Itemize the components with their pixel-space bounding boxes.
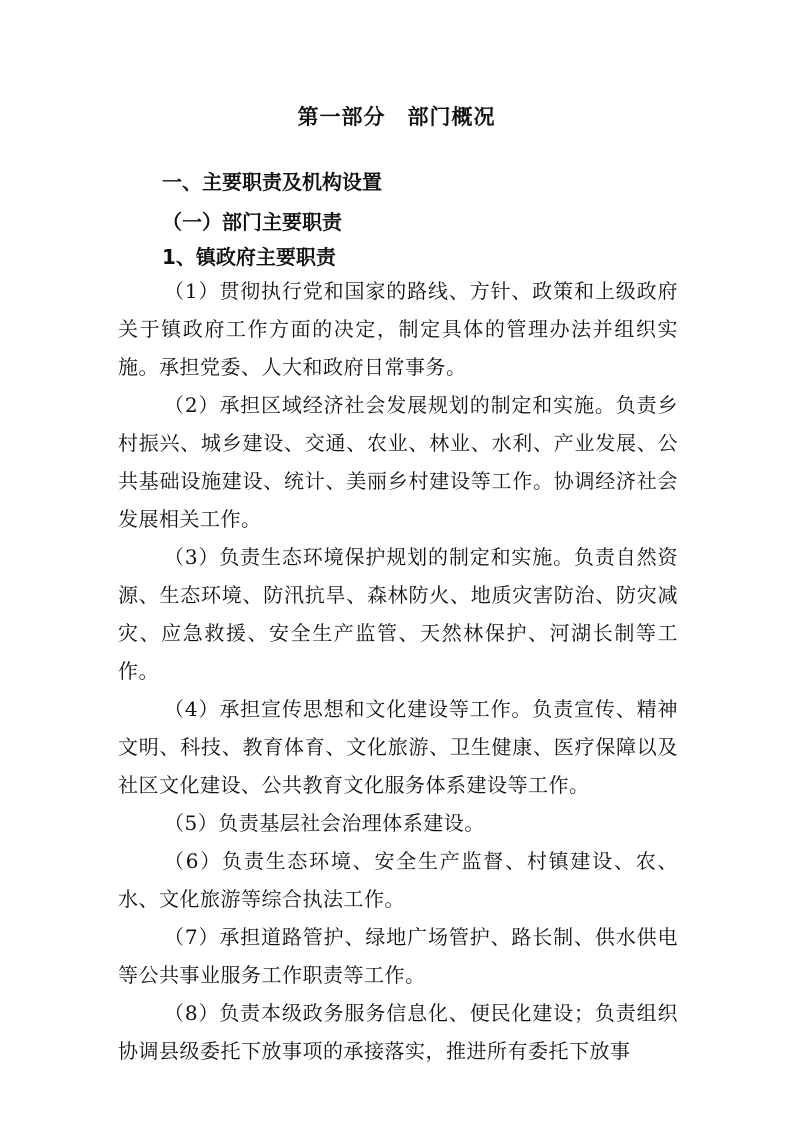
section-heading: 一、主要职责及机构设置 xyxy=(162,170,382,194)
subsubsection-heading: 1、镇政府主要职责 xyxy=(162,245,336,269)
paragraph-3: （3）负责生态环境保护规划的制定和实施。负责自然资源、生态环境、防汛抗旱、森林防火、地质灾害防治、防灾减灾、应急救援、安全生产监管、天然林保护、河湖长制等工作。 xyxy=(118,545,678,683)
paragraph-4: （4）承担宣传思想和文化建设等工作。负责宣传、精神文明、科技、教育体育、文化旅游、卫生健康、医疗保障以及社区文化建设、公共教育文化服务体系建设等工作。 xyxy=(118,697,678,797)
paragraph-6: （6）负责生态环境、安全生产监督、村镇建设、农、水、文化旅游等综合执法工作。 xyxy=(118,849,678,911)
paragraph-7: （7）承担道路管护、绿地广场管护、路长制、供水供电等公共事业服务工作职责等工作。 xyxy=(118,925,678,987)
page-title: 第一部分 部门概况 xyxy=(297,105,496,129)
paragraph-8: （8）负责本级政务服务信息化、便民化建设；负责组织协调县级委托下放事项的承接落实，推进所有委托下放事 xyxy=(118,1001,678,1063)
paragraph-5: （5）负责基层社会治理体系建设。 xyxy=(164,811,485,835)
body-text xyxy=(118,272,678,1070)
subsection-heading: （一）部门主要职责 xyxy=(162,210,342,234)
paragraph-1: （1）贯彻执行党和国家的路线、方针、政策和上级政府关于镇政府工作方面的决定，制定具体的管理办法并组织实施。承担党委、人大和政府日常事务。 xyxy=(118,279,678,379)
paragraph-2: （2）承担区域经济社会发展规划的制定和实施。负责乡村振兴、城乡建设、交通、农业、林业、水利、产业发展、公共基础设施建设、统计、美丽乡村建设等工作。协调经济社会发展相关工作。 xyxy=(118,393,678,531)
